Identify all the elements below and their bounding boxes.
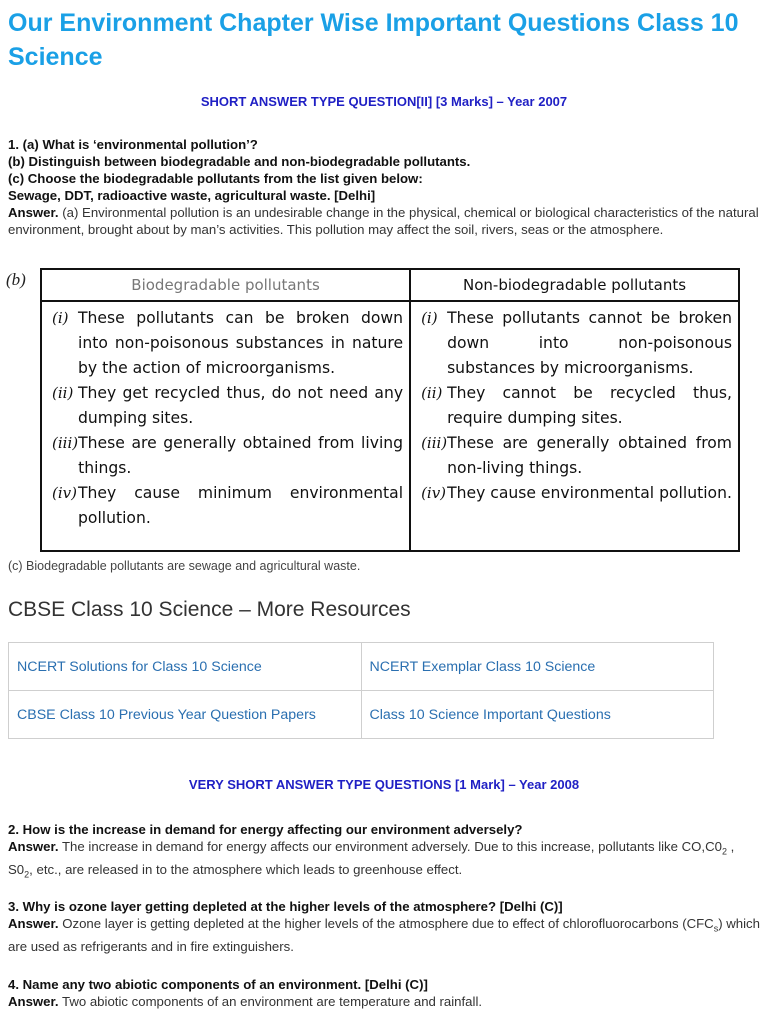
answer-3-text: Ozone layer is getting depleted at the higher levels of the atmosphere due to effect of chlorofluorocarbons (CFC (58, 916, 714, 931)
point-number: (i) (421, 309, 438, 327)
biodegradable-cell (41, 301, 410, 551)
part-b-close: ) (20, 270, 26, 289)
non-biodegradable-cell (410, 301, 739, 551)
point-text: These pollutants can be broken down into non-poisonous substances in nature by the action of microorganisms. (78, 309, 404, 377)
point-text: These pollutants cannot be broken down into non-poisonous substances by microorganisms. (447, 309, 732, 377)
point-number: (iii) (52, 434, 79, 452)
point-number: (iv) (421, 484, 447, 502)
answer-3-text: ) which are used as refrigerants and in fire extinguishers. (8, 916, 760, 954)
point-text: These are generally obtained from living things. (78, 434, 404, 477)
list-item (52, 381, 403, 431)
non-biodegradable-header: Non-biodegradable pollutants (410, 269, 739, 301)
section-heading-very-short-answer: VERY SHORT ANSWER TYPE QUESTIONS [1 Mark] – Year 2008 (188, 777, 580, 792)
part-b-open: ( (6, 270, 12, 289)
resource-cell (361, 643, 714, 691)
question-1c: (c) Choose the biodegradable pollutants from the list given below: (8, 171, 423, 186)
resource-cell (9, 691, 362, 739)
point-number: (iv) (52, 484, 77, 502)
subscript: 2 (721, 846, 727, 857)
question-1-list: Sewage, DDT, radioactive waste, agricultural waste. [Delhi] (8, 188, 376, 203)
page-title: Our Environment Chapter Wise Important Questions Class 10 Science (8, 9, 739, 71)
list-item (52, 306, 403, 381)
question-1a: 1. (a) What is ‘environmental pollution’? (8, 137, 258, 152)
important-questions-link[interactable]: Class 10 Science Important Questions (369, 706, 611, 723)
list-item (421, 381, 732, 431)
question-3: 3. Why is ozone layer getting depleted at the higher levels of the atmosphere? [Delhi (C)] (8, 899, 563, 914)
point-text: These are generally obtained from non-living things. (447, 434, 732, 477)
resources-links-table (8, 642, 714, 739)
section-heading-short-answer: SHORT ANSWER TYPE QUESTION[II] [3 Marks] – Year 2007 (200, 94, 568, 109)
question-2: 2. How is the increase in demand for energy affecting our environment adversely? (8, 822, 523, 837)
answer-1c: (c) Biodegradable pollutants are sewage and agricultural waste. (8, 559, 361, 573)
list-item (421, 481, 732, 506)
question-3-block (8, 898, 760, 955)
answer-2-text: , S0 (8, 839, 735, 877)
answer-2-text: , etc., are released in to the atmosphere which leads to greenhouse effect. (29, 861, 463, 877)
point-text: They cause environmental pollution. (447, 484, 732, 502)
part-b-label (6, 270, 26, 290)
biodegradable-header: Biodegradable pollutants (41, 269, 410, 301)
point-text: They cause minimum environmental pollution. (78, 484, 404, 527)
answer-2-text: The increase in demand for energy affects our environment adversely. Due to this increase, pollutants like CO,C0 (58, 839, 722, 854)
question-1-block (8, 136, 760, 238)
answer-label: Answer. (8, 205, 59, 220)
point-text: They cannot be recycled thus, require dumping sites. (447, 384, 732, 427)
answer-1a-text: (a) Environmental pollution is an undesirable change in the physical, chemical or biological characteristics of the natural environment, brought about by man’s activities. This pollution may affect the soil, rivers, seas or the atmosphere. (8, 205, 759, 237)
question-4-block (8, 976, 760, 1010)
answer-3 (8, 915, 760, 955)
question-4: 4. Name any two abiotic components of an environment. [Delhi (C)] (8, 977, 428, 992)
subscript: 2 (24, 869, 30, 880)
answer-4 (8, 993, 760, 1010)
answer-label: Answer. (8, 839, 59, 854)
answer-label: Answer. (8, 994, 59, 1009)
question-2-block (8, 821, 760, 883)
list-item (52, 431, 403, 481)
list-item (52, 481, 403, 531)
resources-title: CBSE Class 10 Science – More Resources (8, 598, 411, 621)
answer-label: Answer. (8, 916, 59, 931)
part-b-letter: b (11, 270, 21, 289)
answer-2 (8, 838, 760, 883)
point-text: They get recycled thus, do not need any dumping sites. (78, 384, 404, 427)
point-number: (ii) (52, 384, 74, 402)
previous-year-papers-link[interactable]: CBSE Class 10 Previous Year Question Papers (17, 706, 316, 723)
point-number: (ii) (421, 384, 443, 402)
pollutants-comparison-table (40, 268, 740, 552)
answer-4-text: Two abiotic components of an environment are temperature and rainfall. (58, 994, 483, 1009)
ncert-exemplar-link[interactable]: NCERT Exemplar Class 10 Science (369, 658, 596, 675)
point-number: (i) (52, 309, 69, 327)
resource-cell (361, 691, 714, 739)
point-number: (iii) (421, 434, 448, 452)
list-item (421, 431, 732, 481)
answer-1a (8, 204, 760, 238)
ncert-solutions-link[interactable]: NCERT Solutions for Class 10 Science (17, 658, 262, 675)
subscript: s (713, 923, 719, 934)
question-1b: (b) Distinguish between biodegradable and non-biodegradable pollutants. (8, 154, 471, 169)
resource-cell (9, 643, 362, 691)
list-item (421, 306, 732, 381)
